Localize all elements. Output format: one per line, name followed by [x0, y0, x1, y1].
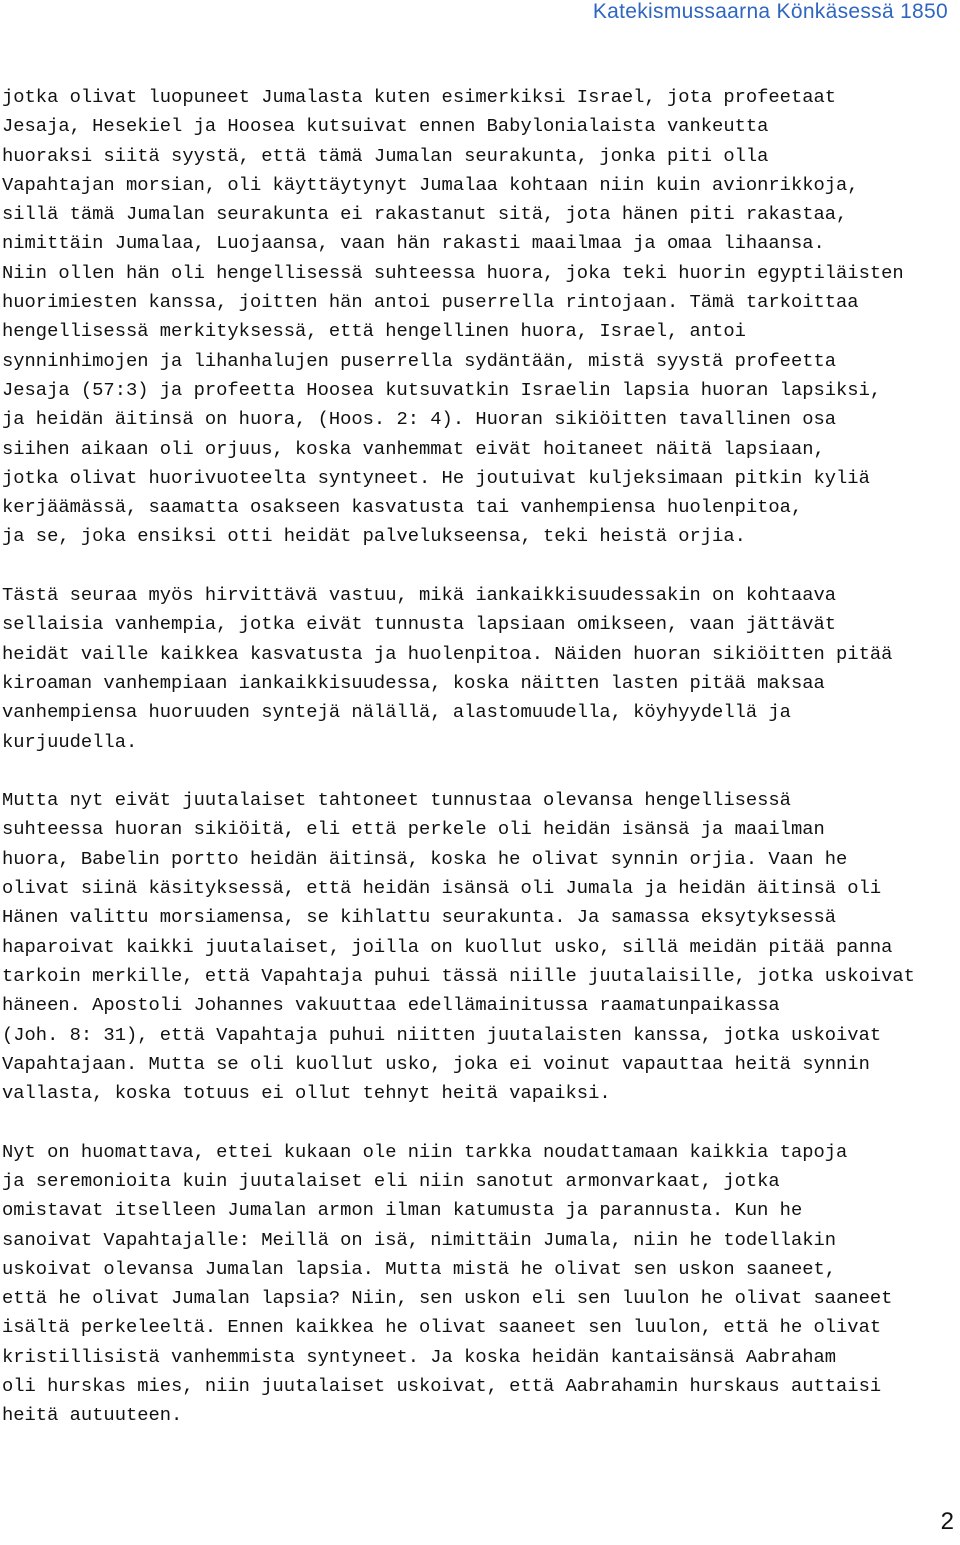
- text-line: suhteessa huoran sikiöitä, eli että perkele oli heidän isänsä ja maailman: [2, 818, 825, 841]
- text-line: vanhempiensa huoruuden syntejä nälällä, alastomuudella, köyhyydellä ja: [2, 701, 791, 724]
- text-line: uskoivat olevansa Jumalan lapsia. Mutta mistä he olivat sen uskon saaneet,: [2, 1257, 837, 1280]
- text-line: sellaisia vanhempia, jotka eivät tunnusta lapsiaan omikseen, vaan jättävät: [2, 613, 837, 636]
- text-line: että he olivat Jumalan lapsia? Niin, sen uskon eli sen luulon he olivat saaneet: [2, 1287, 893, 1310]
- text-line: Hänen valittu morsiamensa, se kihlattu seurakunta. Ja samassa eksytyksessä: [2, 906, 837, 929]
- text-line: ja heidän äitinsä on huora, (Hoos. 2: 4). Huoran sikiöitten tavallinen osa: [2, 408, 837, 431]
- text-line: ja se, joka ensiksi otti heidät palvelukseensa, teki heistä orjia.: [2, 525, 746, 548]
- text-line: jotka olivat luopuneet Jumalasta kuten esimerkiksi Israel, jota profeetaat: [2, 86, 837, 108]
- document-body: [2, 83, 957, 1460]
- page-number: 2: [940, 1508, 954, 1535]
- text-line: siihen aikaan oli orjuus, koska vanhemmat eivät hoitaneet näitä lapsiaan,: [2, 437, 825, 460]
- text-line: kurjuudella.: [2, 730, 138, 753]
- text-line: Tästä seuraa myös hirvittävä vastuu, mikä iankaikkisuudessakin on kohtaava: [2, 584, 837, 607]
- text-line: kerjäämässä, saamatta osakseen kasvatusta tai vanhempiensa huolenpitoa,: [2, 496, 803, 519]
- text-line: kiroaman vanhempiaan iankaikkisuudessa, koska näitten lasten pitää maksaa: [2, 671, 825, 694]
- text-line: Niin ollen hän oli hengellisessä suhteessa huora, joka teki huorin egyptiläisten: [2, 261, 904, 284]
- page-header-title: Katekismussaarna Könkäsessä 1850: [592, 0, 948, 23]
- text-line: häneen. Apostoli Johannes vakuuttaa edellämainitussa raamatunpaikassa: [2, 994, 780, 1017]
- text-line: sanoivat Vapahtajalle: Meillä on isä, nimittäin Jumala, niin he todellakin: [2, 1228, 837, 1251]
- text-line: kristillisistä vanhemmista syntyneet. Ja koska heidän kantaisänsä Aabraham: [2, 1345, 837, 1368]
- text-line: oli hurskas mies, niin juutalaiset uskoivat, että Aabrahamin hurskaus auttaisi: [2, 1375, 882, 1398]
- text-line: heitä autuuteen.: [2, 1404, 183, 1427]
- text-line: haparoivat kaikki juutalaiset, joilla on kuollut usko, sillä meidän pitää panna: [2, 935, 893, 958]
- text-line: Mutta nyt eivät juutalaiset tahtoneet tunnustaa olevansa hengellisessä: [2, 789, 791, 812]
- text-line: sillä tämä Jumalan seurakunta ei rakastanut sitä, jota hänen piti rakastaa,: [2, 203, 848, 226]
- text-line: olivat siinä käsityksessä, että heidän isänsä oli Jumala ja heidän äitinsä oli: [2, 877, 882, 900]
- text-line: Jesaja, Hesekiel ja Hoosea kutsuivat ennen Babylonialaista vankeutta: [2, 115, 769, 138]
- text-line: jotka olivat huorivuoteelta syntyneet. He joutuivat kuljeksimaan pitkin kyliä: [2, 466, 870, 489]
- paragraph: [2, 581, 957, 757]
- text-line: huorimiesten kanssa, joitten hän antoi puserrella rintojaan. Tämä tarkoittaa: [2, 291, 859, 314]
- text-line: vallasta, koska totuus ei ollut tehnyt heitä vapaiksi.: [2, 1082, 611, 1105]
- text-line: omistavat itselleen Jumalan armon ilman katumusta ja parannusta. Kun he: [2, 1199, 803, 1222]
- text-line: heidät vaille kaikkea kasvatusta ja huolenpitoa. Näiden huoran sikiöitten pitää: [2, 642, 893, 665]
- text-line: ja seremonioita kuin juutalaiset eli niin sanotut armonvarkaat, jotka: [2, 1169, 780, 1192]
- text-line: Nyt on huomattava, ettei kukaan ole niin tarkka noudattamaan kaikkia tapoja: [2, 1140, 848, 1163]
- text-line: (Joh. 8: 31), että Vapahtaja puhui niitten juutalaisten kanssa, jotka uskoivat: [2, 1023, 882, 1046]
- text-line: Jesaja (57:3) ja profeetta Hoosea kutsuvatkin Israelin lapsia huoran lapsiksi,: [2, 378, 882, 401]
- text-line: Vapahtajan morsian, oli käyttäytynyt Jumalaa kohtaan niin kuin avionrikkoja,: [2, 173, 859, 196]
- paragraph: [2, 786, 957, 1108]
- text-line: synninhimojen ja lihanhalujen puserrella sydäntään, mistä syystä profeetta: [2, 349, 837, 372]
- text-line: tarkoin merkille, että Vapahtaja puhui tässä niille juutalaisille, jotka uskoivat: [2, 964, 915, 987]
- paragraph: [2, 83, 957, 552]
- paragraph: [2, 1138, 957, 1431]
- text-line: Vapahtajaan. Mutta se oli kuollut usko, joka ei voinut vapauttaa heitä synnin: [2, 1052, 870, 1075]
- text-line: nimittäin Jumalaa, Luojaansa, vaan hän rakasti maailmaa ja omaa lihaansa.: [2, 232, 825, 255]
- text-line: huoraksi siitä syystä, että tämä Jumalan seurakunta, jonka piti olla: [2, 144, 769, 167]
- text-line: isältä perkeleeltä. Ennen kaikkea he olivat saaneet sen luulon, että he olivat: [2, 1316, 882, 1339]
- text-line: huora, Babelin portto heidän äitinsä, koska he olivat synnin orjia. Vaan he: [2, 847, 848, 870]
- text-line: hengellisessä merkityksessä, että hengellinen huora, Israel, antoi: [2, 320, 746, 343]
